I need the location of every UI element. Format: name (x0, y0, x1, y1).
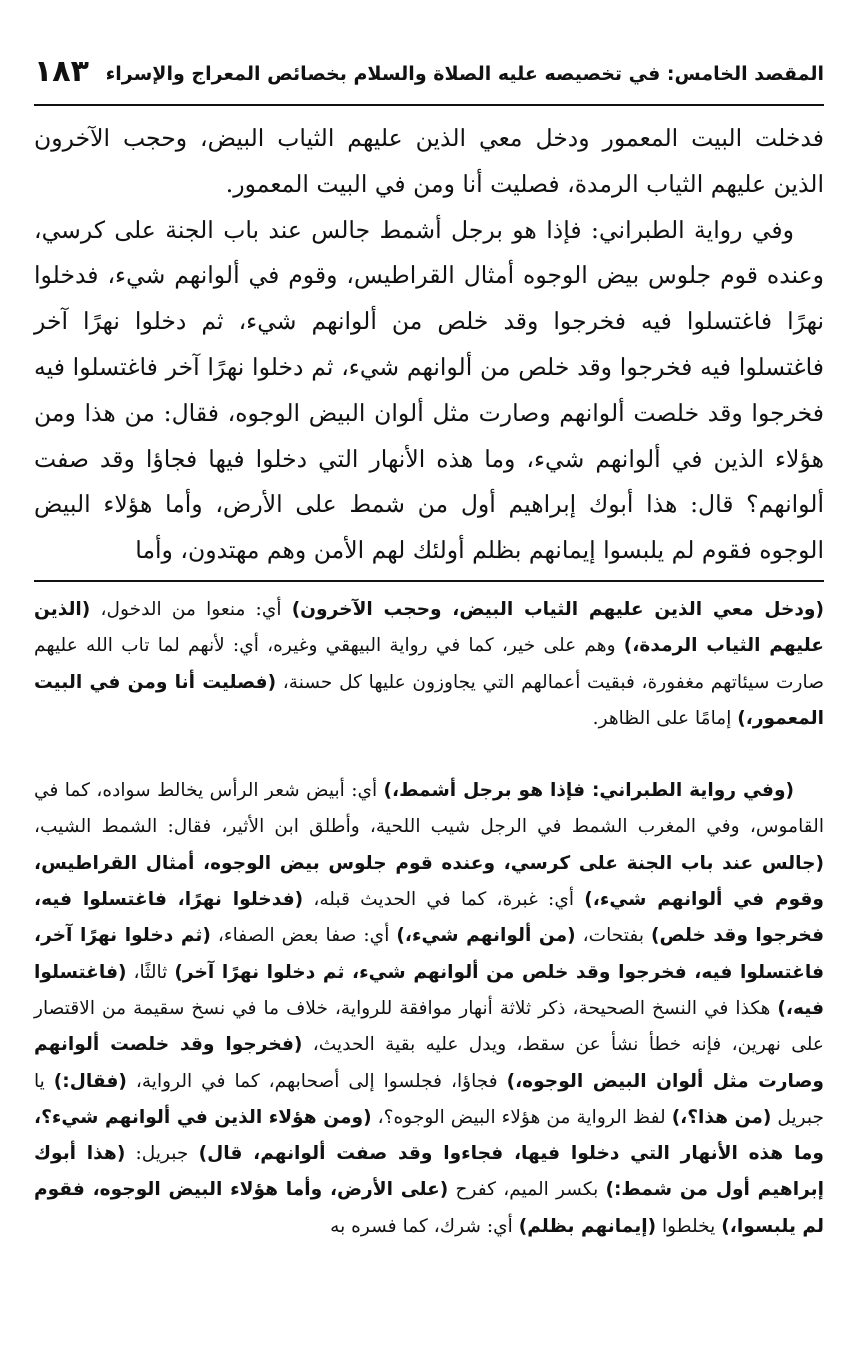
quoted-text-segment: (وفي رواية الطبراني: فإذا هو برجل أشمط،) (383, 780, 795, 802)
quoted-text-segment: (جالس عند باب الجنة على كرسي، وعنده قوم جلوس بيض الوجوه، أمثال القراطيس، وقوم في ألوانهم شيء،) (34, 852, 824, 911)
quoted-text-segment: (فدخلوا نهرًا، فاغتسلوا فيه، فخرجوا وقد خلص) (34, 889, 825, 947)
footnote-separator (34, 580, 824, 582)
quoted-text-segment: (إيمانهم بظلم) (518, 1215, 657, 1237)
commentary-text-segment: جبريل: (125, 1143, 199, 1165)
commentary-text-segment: أي: صفا بعض الصفاء، (210, 925, 397, 947)
quoted-text-segment: (فاغتسلوا فيه،) (34, 961, 824, 1019)
quoted-text-segment: (ودخل معي الذين عليهم الثياب البيض، وحجب الآخرون) (291, 599, 824, 620)
commentary-text-segment: يا جبريل (34, 1070, 825, 1128)
quoted-text-segment: (هذا أبوك إبراهيم أول من شمط:) (34, 1143, 824, 1201)
commentary-text-segment: ثالثًا، (126, 961, 175, 983)
commentary-text-segment: يخلطوا (656, 1215, 722, 1237)
commentary-text-segment: أي: غبرة، كما في الحديث قبله، (303, 889, 585, 911)
commentary-text-segment: فجاؤا، فجلسوا إلى أصحابهم، كما في الرواية، (126, 1070, 507, 1092)
commentary-text-segment: هكذا في النسخ الصحيحة، ذكر ثلاثة أنهار موافقة للرواية، خلاف ما في نسخ سقيمة من الاقتصار على نهرين، فإنه خطأ نشأ عن سقط، ويدل عليه بقية الحديث، (34, 997, 824, 1056)
main-text (34, 116, 824, 574)
main-paragraph-2: وفي رواية الطبراني: فإذا هو برجل أشمط جالس عند باب الجنة على كرسي، وعنده قوم جلوس بيض الوجوه أمثال القراطيس، وقوم في ألوانهم شيء، فدخلوا نهرًا فاغتسلوا فيه فخرجوا وقد خلص من ألوانهم شيء، ثم دخلوا نهرًا آخر فاغتسلوا فيه فخرجوا وقد خلص من ألوانهم شيء، ثم دخلوا نهرًا آخر فاغتسلوا فيه فخرجوا وقد خلصت ألوانهم وصارت مثل ألوان البيض الوجوه، فقال: من هذا ومن هؤلاء الذين في ألوانهم شيء، وما هذه الأنهار التي دخلوا فيها فجاؤا وقد صفت ألوانهم؟ قال: هذا أبوك إبراهيم أول من شمط على الأرض، وأما هؤلاء البيض الوجوه فقوم لم يلبسوا إيمانهم بظلم أولئك لهم الأمن وهم مهتدون، وأما (34, 215, 824, 565)
commentary-paragraph-2 (34, 773, 824, 1245)
commentary-text-segment: أي: شرك، كما فسره به (330, 1215, 519, 1237)
header-rule (34, 104, 824, 106)
quoted-text-segment: (فصليت أنا ومن في البيت المعمور،) (34, 671, 824, 729)
page-header (34, 52, 824, 100)
quoted-text-segment: (من هذا؟،) (671, 1106, 772, 1128)
quoted-text-segment: (على الأرض، وأما هؤلاء البيض الوجوه، فقوم لم يلبسوا،) (34, 1179, 824, 1237)
quoted-text-segment: (من ألوانهم شيء،) (396, 925, 576, 947)
commentary-paragraph-1 (34, 592, 824, 737)
quoted-text-segment: (فخرجوا وقد خلصت ألوانهم وصارت مثل ألوان البيض الوجوه،) (34, 1034, 824, 1092)
running-title: المقصد الخامس: في تخصيصه عليه الصلاة والسلام بخصائص المعراج والإسراء (105, 63, 824, 85)
commentary-text-segment: أي: منعوا من الدخول، (90, 599, 292, 620)
commentary-text-segment: وهم على خير، كما في رواية البيهقي وغيره، أي: لأنهم لما تاب الله عليهم صارت سيئاتهم مغفورة، فبقيت أعمالهم التي يجاوزون عليها كل حسنة، (34, 635, 824, 693)
commentary-text-segment: إمامًا على الظاهر. (592, 707, 738, 729)
quoted-text-segment: (فقال:) (53, 1070, 127, 1092)
commentary-text-segment: بكسر الميم، كفرح (448, 1179, 606, 1201)
quoted-text-segment: (الذين عليهم الثياب الرمدة،) (34, 599, 824, 657)
page-number: ١٨٣ (34, 54, 89, 89)
commentary-text-segment: بفتحات، (575, 925, 651, 947)
quoted-text-segment: (ثم دخلوا نهرًا آخر، فاغتسلوا فيه، فخرجوا وقد خلص من ألوانهم شيء، ثم دخلوا نهرًا آخر) (34, 925, 825, 983)
main-paragraph-1: فدخلت البيت المعمور ودخل معي الذين عليهم الثياب البيض، وحجب الآخرون الذين عليهم الثياب الرمدة، فصليت أنا ومن في البيت المعمور. (34, 124, 824, 198)
quoted-text-segment: (ومن هؤلاء الذين في ألوانهم شيء؟، وما هذه الأنهار التي دخلوا فيها، فجاءوا وقد صفت ألوانهم، قال) (34, 1106, 824, 1165)
commentary-text-segment: أي: أبيض شعر الرأس يخالط سواده، كما في القاموس، وفي المغرب الشمط في الرجل شيب اللحية، وأطلق ابن الأثير، فقال: الشمط الشيب، (34, 780, 824, 838)
commentary-text-segment: لفظ الرواية من هؤلاء البيض الوجوه؟، (371, 1106, 672, 1128)
commentary (34, 592, 824, 1245)
